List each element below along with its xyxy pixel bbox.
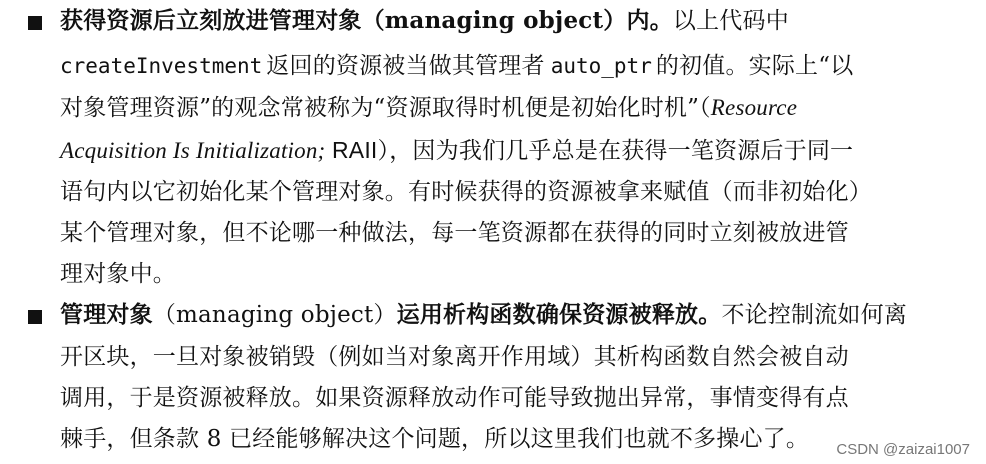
bullet2-line1 — [60, 299, 907, 331]
bullet2-line2: 开区块，一旦对象被销毁（例如当对象离开作用域）其析构函数自然会被自动 — [60, 344, 849, 370]
bullet2-normal: （managing object） — [152, 302, 397, 328]
bullet1-line4 — [60, 134, 853, 167]
bullet1-line3-italic: Resource — [710, 95, 798, 120]
code-createinvestment: createInvestment — [60, 54, 263, 78]
code-auto-ptr: auto_ptr — [550, 54, 652, 78]
bullet1-line3 — [60, 92, 797, 124]
bullet1-line4-abbr: RAII — [325, 137, 378, 163]
bullet1-line2-text2: 的初值。实际上“以 — [655, 53, 854, 79]
bullet2-line1-text: 不论控制流如何离 — [721, 302, 908, 328]
bullet1-line5: 语句内以它初始化某个管理对象。有时候获得的资源被拿来赋值（而非初始化） — [60, 179, 872, 205]
bullet1-line3-text: 对象管理资源”的观念常被称为“资源取得时机便是初始化时机”（ — [60, 95, 711, 121]
bullet2-bold1: 管理对象 — [60, 301, 153, 328]
bullet1-line2 — [60, 50, 853, 82]
bullet1-line4-text: ），因为我们几乎总是在获得一笔资源后于同一 — [377, 138, 854, 164]
bullet1-line2-text1: 返回的资源被当做其管理者 — [266, 53, 545, 79]
watermark: CSDN @zaizai1007 — [836, 441, 970, 458]
bullet1-line7: 理对象中。 — [60, 261, 176, 287]
bullet2-bold2: 运用析构函数确保资源被释放。 — [396, 301, 722, 328]
bullet1-line6: 某个管理对象，但不论哪一种做法，每一笔资源都在获得的同时立刻被放进管 — [60, 220, 849, 246]
bullet1-heading: 获得资源后立刻放进管理对象（managing object）内。 — [60, 7, 673, 34]
bullet1-line1 — [60, 5, 789, 37]
bullet1-line1-text: 以上代码中 — [672, 8, 789, 34]
bullet-square-icon — [28, 16, 42, 30]
bullet2-line4: 棘手，但条款 8 已经能够解决这个问题，所以这里我们也就不多操心了。 — [60, 426, 810, 452]
bullet1-line4-italic: Acquisition Is Initialization; — [60, 138, 326, 163]
bullet-square-icon — [28, 310, 42, 324]
bullet2-line3: 调用，于是资源被释放。如果资源释放动作可能导致抛出异常，事情变得有点 — [60, 385, 849, 411]
